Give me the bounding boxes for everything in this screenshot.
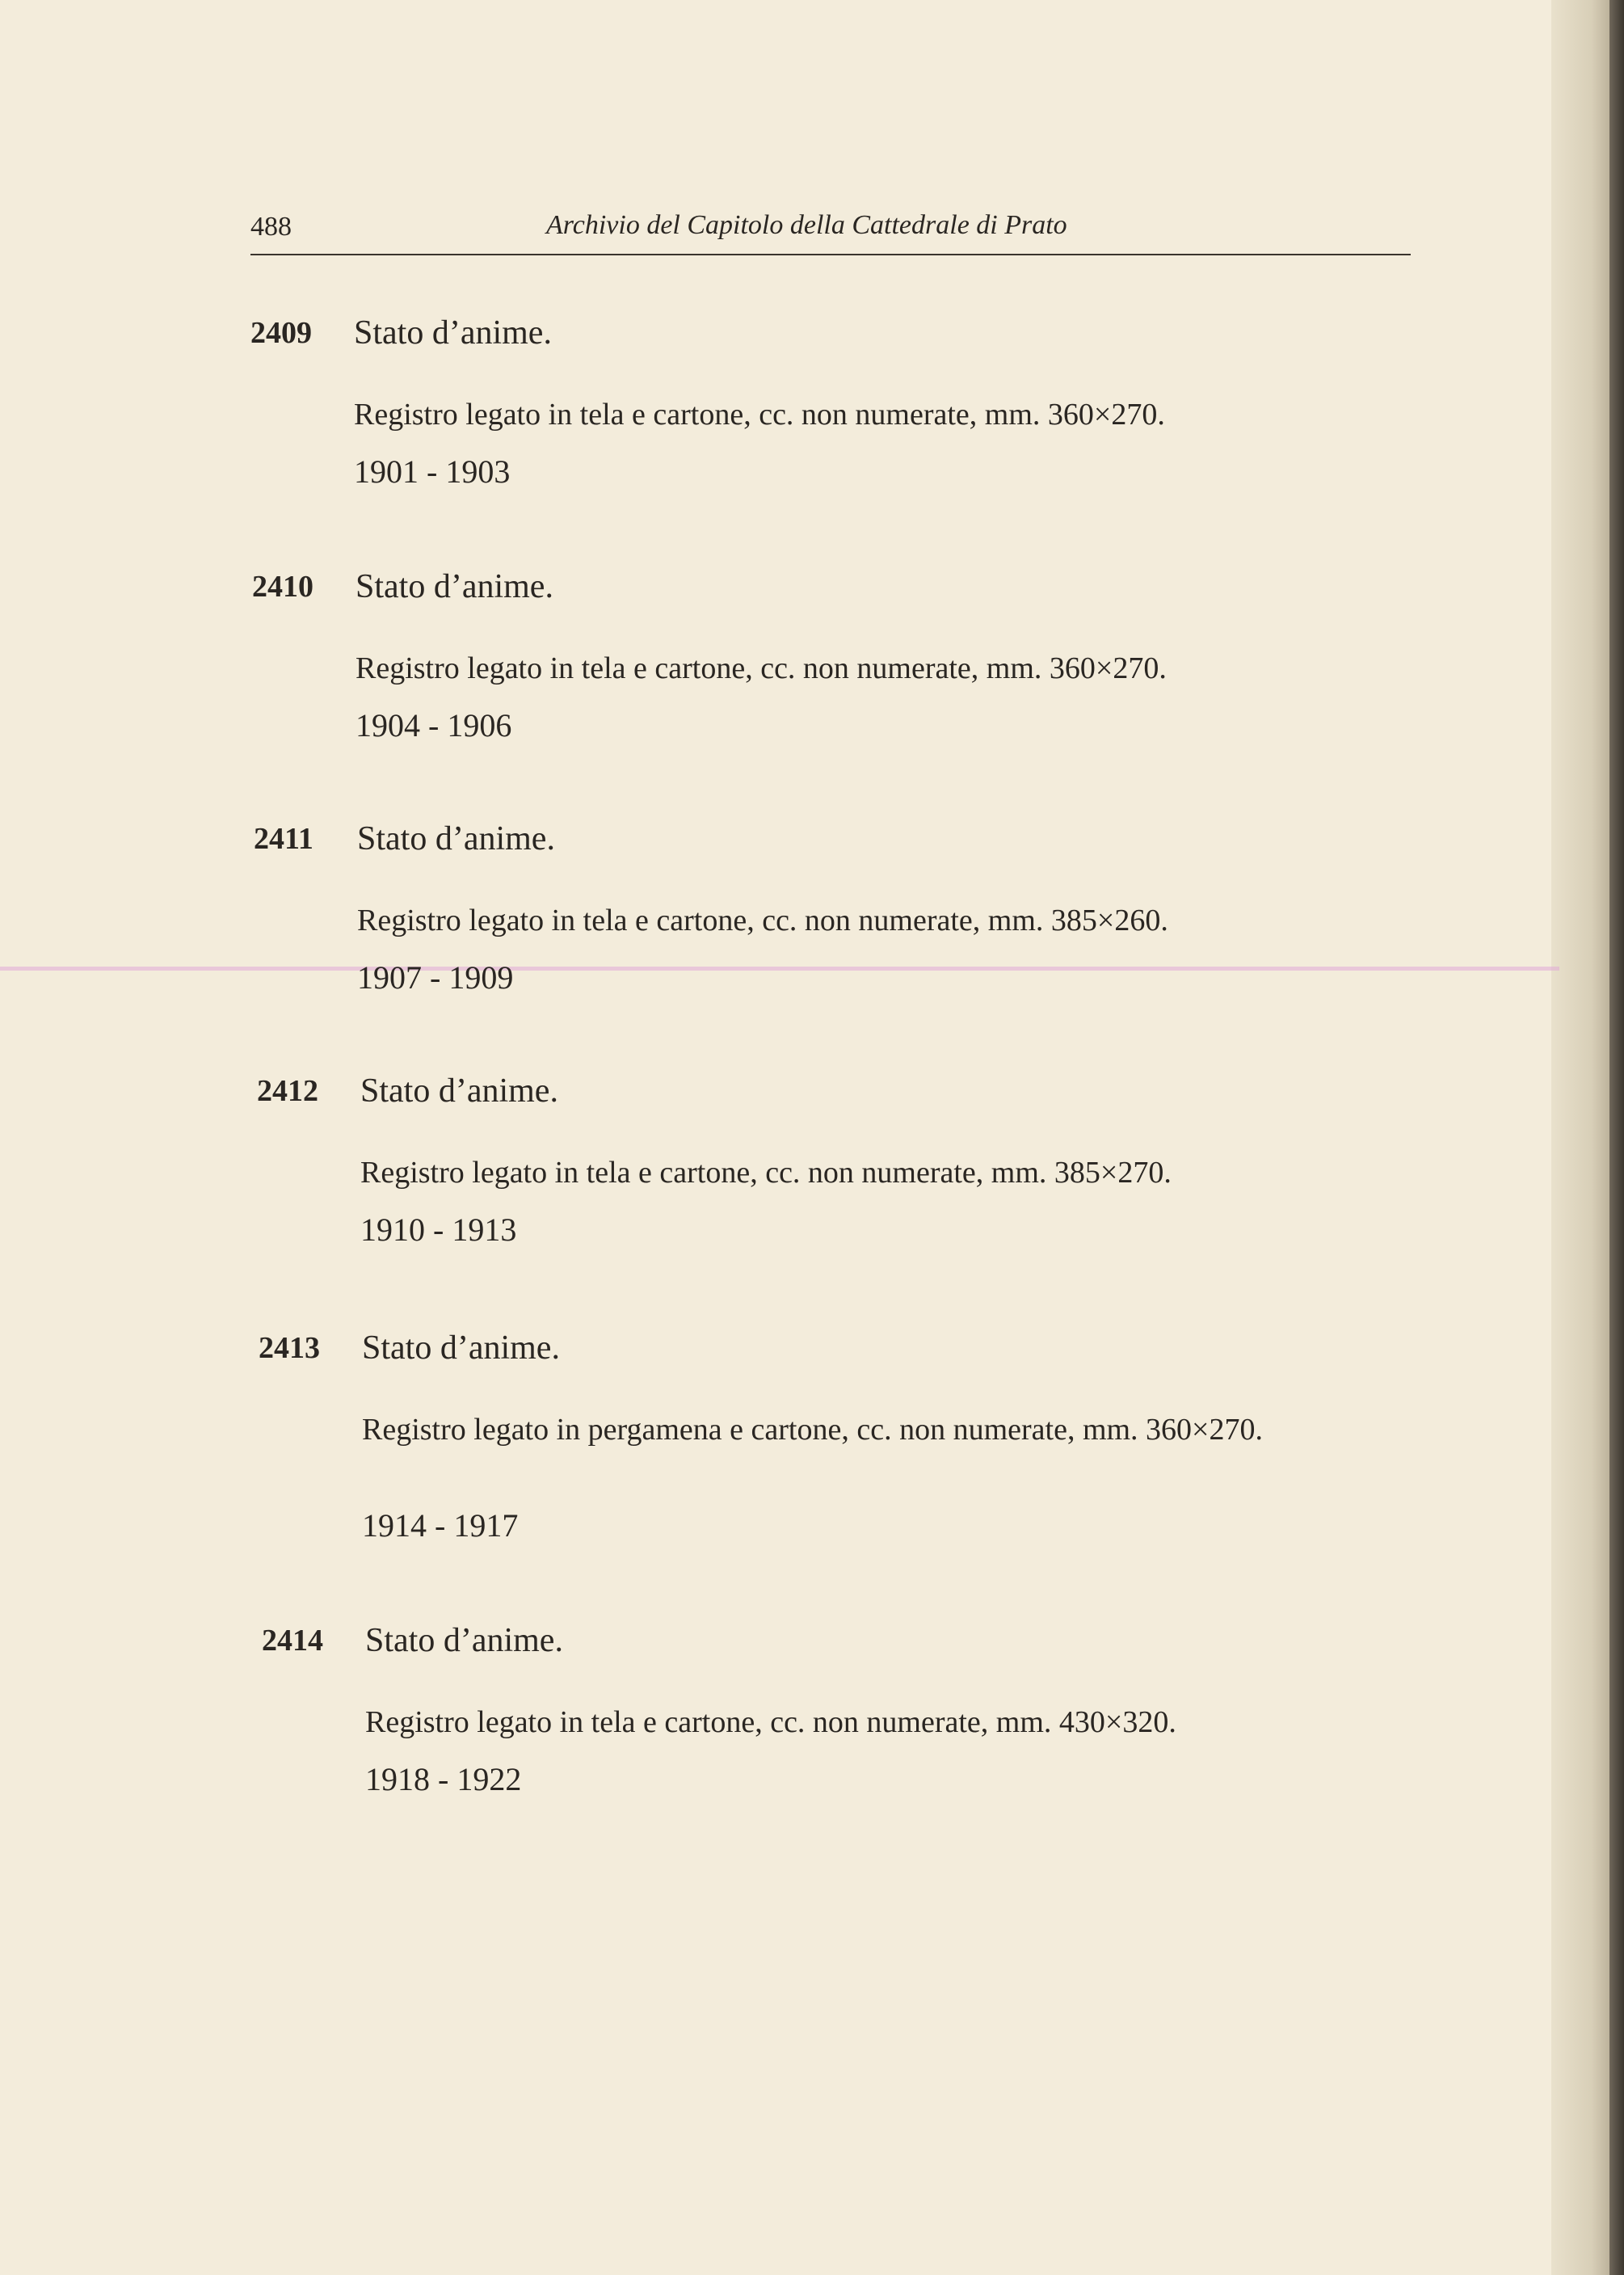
entry-title: Stato d’anime.: [356, 568, 553, 605]
entry-number: 2411: [254, 822, 313, 856]
entry-title: Stato d’anime.: [362, 1329, 560, 1367]
entry-dates: 1918 - 1922: [365, 1761, 522, 1797]
entry-number: 2412: [257, 1074, 318, 1108]
entry-description: Registro legato in tela e cartone, cc. non numerate, mm. 430×320.: [365, 1705, 1176, 1739]
entry-title: Stato d’anime.: [357, 820, 555, 857]
entry-description: Registro legato in tela e cartone, cc. non numerate, mm. 385×260.: [357, 904, 1168, 937]
scan-artifact-line: [0, 967, 1559, 971]
entry-dates: 1910 - 1913: [360, 1211, 517, 1248]
entry-number: 2410: [252, 570, 313, 604]
entry-dates: 1914 - 1917: [362, 1507, 519, 1544]
entry-title: Stato d’anime.: [354, 314, 552, 352]
entry-description: Registro legato in pergamena e cartone, cc. non numerate, mm. 360×270.: [362, 1413, 1263, 1447]
entry-dates: 1904 - 1906: [356, 707, 512, 744]
entry-title: Stato d’anime.: [360, 1072, 558, 1110]
entry-description: Registro legato in tela e cartone, cc. non numerate, mm. 360×270.: [354, 398, 1165, 432]
running-title: Archivio del Capitolo della Cattedrale di Prato: [546, 210, 1067, 240]
entry-description: Registro legato in tela e cartone, cc. non numerate, mm. 360×270.: [356, 651, 1167, 685]
entry-title: Stato d’anime.: [365, 1622, 563, 1659]
page-binding-shadow: [1609, 0, 1624, 2275]
entry-number: 2409: [250, 316, 312, 350]
entry-dates: 1907 - 1909: [357, 959, 514, 996]
entry-dates: 1901 - 1903: [354, 453, 511, 490]
entry-number: 2413: [259, 1331, 320, 1365]
entry-number: 2414: [262, 1624, 323, 1658]
page-number: 488: [250, 212, 292, 242]
page-header: [250, 209, 1411, 255]
entry-description: Registro legato in tela e cartone, cc. non numerate, mm. 385×270.: [360, 1156, 1172, 1190]
